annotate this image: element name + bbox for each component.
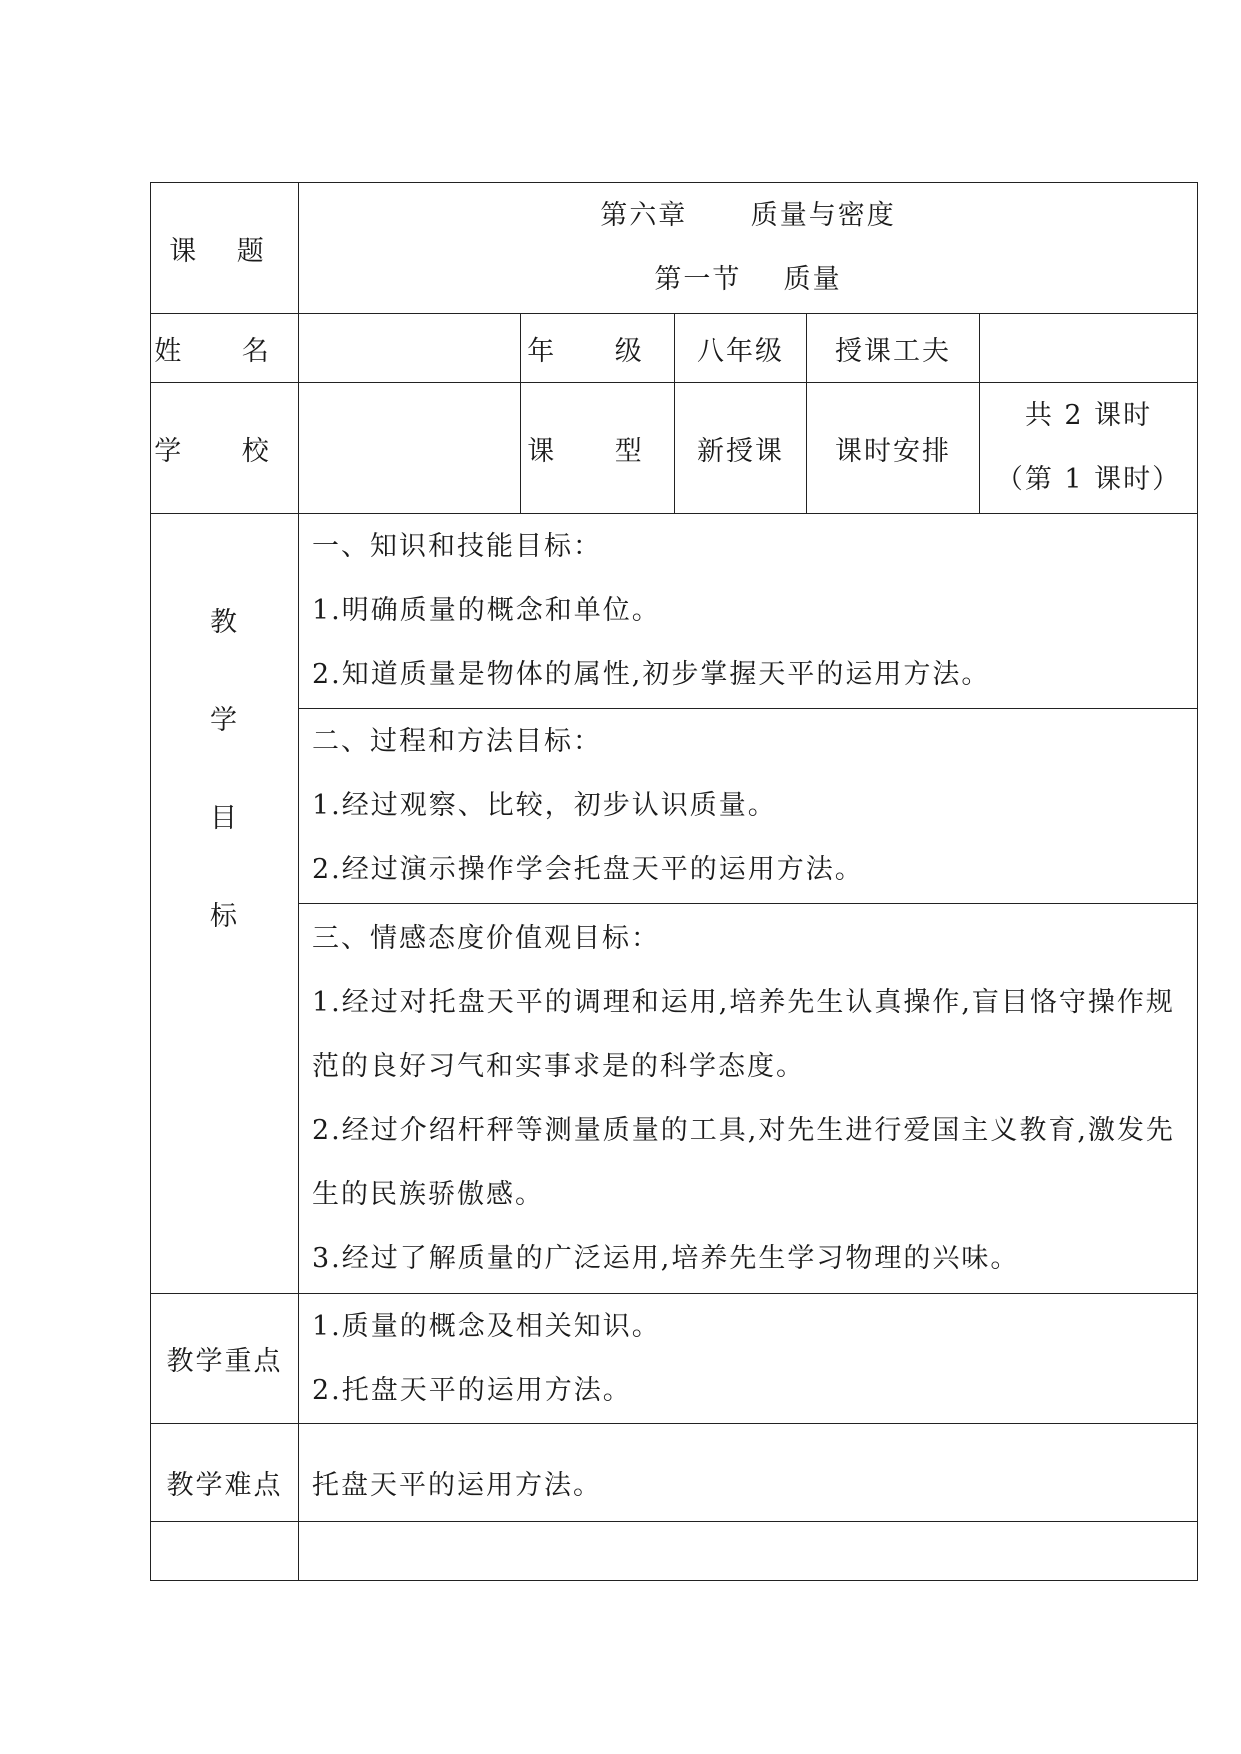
objectives-label-cell [151, 514, 299, 1294]
emotion-item: 1.经过对托盘天平的调理和运用,培养先生认真操作,盲目恪守操作规范的良好习气和实事求是的科学态度。 [312, 986, 1175, 1082]
school-row [151, 383, 1198, 514]
grade-label: 年 级 [527, 335, 668, 367]
key-points-row [151, 1294, 1198, 1424]
emotion-item: 3.经过了解质量的广泛运用,培养先生学习物理的兴味。 [312, 1242, 1020, 1274]
name-label: 姓 名 [154, 335, 295, 367]
process-heading: 二、过程和方法目标： [312, 726, 602, 757]
objectives-knowledge-row [151, 514, 1198, 709]
school-value-cell [299, 383, 521, 514]
chapter-title: 第六章 质量与密度 [600, 200, 896, 231]
lesson-type-value-cell [675, 383, 807, 514]
key-points-cell [299, 1294, 1198, 1424]
knowledge-item: 2.知道质量是物体的属性,初步掌握天平的运用方法。 [312, 659, 991, 690]
key-points-label-cell [151, 1294, 299, 1424]
emotion-objectives-cell [299, 904, 1198, 1294]
schedule-label-cell [807, 383, 980, 514]
empty-value-cell [299, 1522, 1198, 1581]
objectives-label-char: 目 [210, 803, 239, 834]
name-row [151, 314, 1198, 383]
teaching-time-label-cell [807, 314, 980, 383]
schedule-value-cell [980, 383, 1198, 514]
knowledge-objectives-cell [299, 514, 1198, 709]
difficulties-label: 教学难点 [166, 1470, 283, 1501]
difficulties-text: 托盘天平的运用方法。 [312, 1470, 602, 1501]
emotion-item: 2.经过介绍杆秤等测量质量的工具,对先生进行爱国主义教育,激发先生的民族骄傲感。 [312, 1114, 1175, 1210]
schedule-label: 课时安排 [835, 435, 951, 467]
schedule-total: 共 2 课时 [1024, 400, 1153, 431]
knowledge-item: 1.明确质量的概念和单位。 [312, 595, 661, 626]
grade-label-cell [521, 314, 675, 383]
grade-value: 八年级 [697, 335, 784, 367]
objectives-label-char: 标 [210, 901, 239, 932]
name-label-cell [151, 314, 299, 383]
key-point-item: 2.托盘天平的运用方法。 [312, 1374, 632, 1406]
emotion-heading: 三、情感态度价值观目标： [312, 922, 660, 954]
teaching-time-label: 授课工夫 [835, 335, 951, 367]
topic-row [151, 183, 1198, 314]
objectives-emotion-row [151, 904, 1198, 1294]
school-label: 学 校 [154, 435, 295, 467]
teaching-time-value-cell [980, 314, 1198, 383]
process-item: 1.经过观察、比较，初步认识质量。 [312, 790, 777, 821]
lesson-plan-table [150, 182, 1198, 1581]
difficulties-label-cell [151, 1424, 299, 1522]
lesson-type-value: 新授课 [697, 435, 784, 467]
topic-label: 课 题 [169, 235, 280, 267]
knowledge-heading: 一、知识和技能目标： [312, 531, 602, 562]
objectives-label-char: 教 [210, 607, 239, 638]
section-title: 第一节 质量 [654, 264, 842, 295]
objectives-label-char: 学 [210, 705, 239, 736]
school-label-cell [151, 383, 299, 514]
process-objectives-cell [299, 709, 1198, 904]
difficulties-row [151, 1424, 1198, 1522]
topic-label-cell [151, 183, 299, 314]
key-points-label: 教学重点 [166, 1346, 283, 1377]
empty-label-cell [151, 1522, 299, 1581]
schedule-current: （第 1 课时） [995, 464, 1182, 495]
grade-value-cell [675, 314, 807, 383]
empty-row [151, 1522, 1198, 1581]
lesson-type-label: 课 型 [527, 435, 668, 467]
topic-value-cell [299, 183, 1198, 314]
key-point-item: 1.质量的概念及相关知识。 [312, 1310, 661, 1342]
process-item: 2.经过演示操作学会托盘天平的运用方法。 [312, 854, 864, 885]
lesson-type-label-cell [521, 383, 675, 514]
name-value-cell [299, 314, 521, 383]
objectives-process-row [151, 709, 1198, 904]
difficulties-cell [299, 1424, 1198, 1522]
